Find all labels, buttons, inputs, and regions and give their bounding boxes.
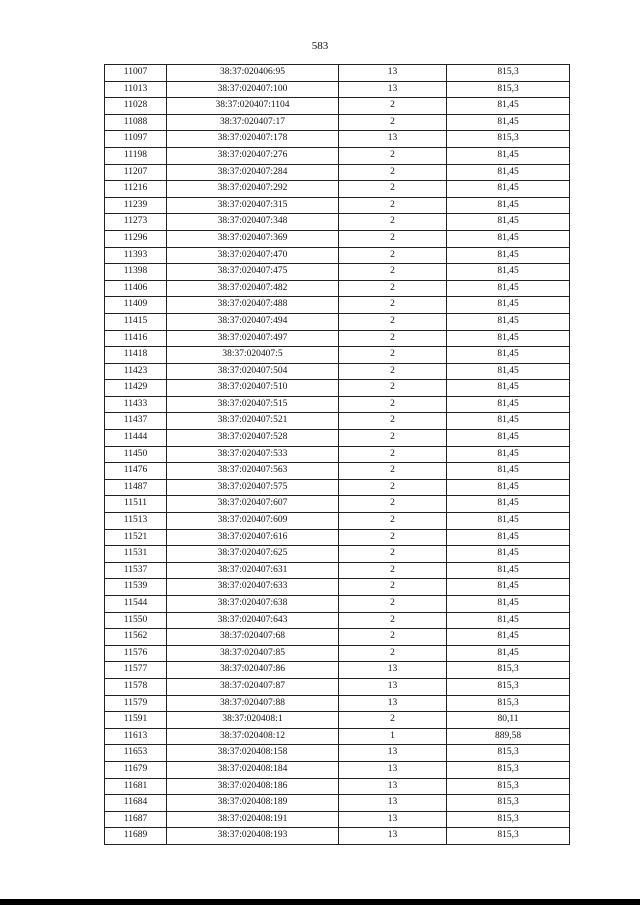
- cadastral-number-cell: 38:37:020407:348: [167, 214, 339, 231]
- value-cell: 81,45: [447, 496, 570, 513]
- cadastral-number-cell: 38:37:020407:85: [167, 645, 339, 662]
- category-cell: 2: [339, 645, 447, 662]
- value-cell: 81,45: [447, 330, 570, 347]
- category-cell: 13: [339, 745, 447, 762]
- table-row: [105, 529, 570, 546]
- cadastral-number-cell: 38:37:020408:1: [167, 712, 339, 729]
- row-number-cell: 11216: [105, 181, 167, 198]
- page-number: 583: [311, 40, 329, 52]
- value-cell: 815,3: [447, 811, 570, 828]
- category-cell: 2: [339, 147, 447, 164]
- category-cell: 13: [339, 811, 447, 828]
- row-number-cell: 11097: [105, 131, 167, 148]
- category-cell: 2: [339, 380, 447, 397]
- table-row: [105, 546, 570, 563]
- row-number-cell: 11687: [105, 811, 167, 828]
- row-number-cell: 11444: [105, 430, 167, 447]
- cadastral-number-cell: 38:37:020407:607: [167, 496, 339, 513]
- table-row: [105, 712, 570, 729]
- cadastral-number-cell: 38:37:020407:563: [167, 463, 339, 480]
- category-cell: 2: [339, 513, 447, 530]
- cadastral-number-cell: 38:37:020407:528: [167, 430, 339, 447]
- table-row: [105, 662, 570, 679]
- category-cell: 2: [339, 479, 447, 496]
- table-row: [105, 629, 570, 646]
- table-row: [105, 114, 570, 131]
- table-row: [105, 596, 570, 613]
- value-cell: 81,45: [447, 513, 570, 530]
- value-cell: 81,45: [447, 430, 570, 447]
- table-row: [105, 413, 570, 430]
- cadastral-number-cell: 38:37:020407:100: [167, 81, 339, 98]
- cadastral-number-cell: 38:37:020407:633: [167, 579, 339, 596]
- value-cell: 81,45: [447, 629, 570, 646]
- table-row: [105, 761, 570, 778]
- category-cell: 2: [339, 712, 447, 729]
- value-cell: 815,3: [447, 761, 570, 778]
- category-cell: 2: [339, 396, 447, 413]
- value-cell: 815,3: [447, 65, 570, 82]
- value-cell: 81,45: [447, 230, 570, 247]
- value-cell: 80,11: [447, 712, 570, 729]
- row-number-cell: 11537: [105, 562, 167, 579]
- cadastral-number-cell: 38:37:020407:88: [167, 695, 339, 712]
- table-row: [105, 330, 570, 347]
- row-number-cell: 11550: [105, 612, 167, 629]
- table-row: [105, 430, 570, 447]
- category-cell: 13: [339, 65, 447, 82]
- category-cell: 13: [339, 662, 447, 679]
- table-row: [105, 247, 570, 264]
- value-cell: 889,58: [447, 728, 570, 745]
- value-cell: 815,3: [447, 778, 570, 795]
- cadastral-number-cell: 38:37:020407:488: [167, 297, 339, 314]
- value-cell: 81,45: [447, 645, 570, 662]
- row-number-cell: 11418: [105, 347, 167, 364]
- category-cell: 2: [339, 579, 447, 596]
- category-cell: 2: [339, 264, 447, 281]
- table-row: [105, 562, 570, 579]
- table-row: [105, 81, 570, 98]
- row-number-cell: 11679: [105, 761, 167, 778]
- table-row: [105, 463, 570, 480]
- value-cell: 815,3: [447, 678, 570, 695]
- value-cell: 81,45: [447, 463, 570, 480]
- table-row: [105, 479, 570, 496]
- row-number-cell: 11239: [105, 197, 167, 214]
- value-cell: 815,3: [447, 131, 570, 148]
- value-cell: 81,45: [447, 297, 570, 314]
- value-cell: 81,45: [447, 562, 570, 579]
- row-number-cell: 11539: [105, 579, 167, 596]
- value-cell: 81,45: [447, 247, 570, 264]
- row-number-cell: 11513: [105, 513, 167, 530]
- value-cell: 81,45: [447, 98, 570, 115]
- category-cell: 2: [339, 546, 447, 563]
- category-cell: 2: [339, 98, 447, 115]
- cadastral-number-cell: 38:37:020407:515: [167, 396, 339, 413]
- table-row: [105, 795, 570, 812]
- row-number-cell: 11476: [105, 463, 167, 480]
- table-row: [105, 645, 570, 662]
- registry-table-body: [105, 65, 570, 845]
- value-cell: 81,45: [447, 396, 570, 413]
- value-cell: 815,3: [447, 745, 570, 762]
- category-cell: 2: [339, 413, 447, 430]
- category-cell: 2: [339, 313, 447, 330]
- table-row: [105, 513, 570, 530]
- value-cell: 81,45: [447, 479, 570, 496]
- scan-edge-bar: [0, 899, 640, 905]
- table-row: [105, 347, 570, 364]
- category-cell: 2: [339, 612, 447, 629]
- table-row: [105, 828, 570, 845]
- category-cell: 13: [339, 828, 447, 845]
- cadastral-number-cell: 38:37:020407:533: [167, 446, 339, 463]
- cadastral-number-cell: 38:37:020408:158: [167, 745, 339, 762]
- category-cell: 2: [339, 247, 447, 264]
- value-cell: 81,45: [447, 147, 570, 164]
- category-cell: 13: [339, 695, 447, 712]
- table-row: [105, 579, 570, 596]
- table-row: [105, 396, 570, 413]
- row-number-cell: 11511: [105, 496, 167, 513]
- category-cell: 2: [339, 629, 447, 646]
- table-row: [105, 164, 570, 181]
- value-cell: 815,3: [447, 828, 570, 845]
- value-cell: 81,45: [447, 181, 570, 198]
- row-number-cell: 11398: [105, 264, 167, 281]
- table-row: [105, 230, 570, 247]
- table-row: [105, 811, 570, 828]
- row-number-cell: 11296: [105, 230, 167, 247]
- value-cell: 815,3: [447, 662, 570, 679]
- cadastral-number-cell: 38:37:020407:475: [167, 264, 339, 281]
- value-cell: 815,3: [447, 795, 570, 812]
- value-cell: 815,3: [447, 695, 570, 712]
- category-cell: 2: [339, 181, 447, 198]
- cadastral-number-cell: 38:37:020407:284: [167, 164, 339, 181]
- value-cell: 81,45: [447, 529, 570, 546]
- table-row: [105, 695, 570, 712]
- row-number-cell: 11578: [105, 678, 167, 695]
- cadastral-number-cell: 38:37:020407:178: [167, 131, 339, 148]
- row-number-cell: 11579: [105, 695, 167, 712]
- category-cell: 2: [339, 562, 447, 579]
- row-number-cell: 11415: [105, 313, 167, 330]
- cadastral-number-cell: 38:37:020407:17: [167, 114, 339, 131]
- cadastral-number-cell: 38:37:020407:276: [167, 147, 339, 164]
- row-number-cell: 11577: [105, 662, 167, 679]
- cadastral-number-cell: 38:37:020407:643: [167, 612, 339, 629]
- table-row: [105, 678, 570, 695]
- cadastral-number-cell: 38:37:020407:575: [167, 479, 339, 496]
- cadastral-number-cell: 38:37:020408:189: [167, 795, 339, 812]
- row-number-cell: 11684: [105, 795, 167, 812]
- row-number-cell: 11437: [105, 413, 167, 430]
- table-row: [105, 197, 570, 214]
- value-cell: 81,45: [447, 612, 570, 629]
- value-cell: 81,45: [447, 164, 570, 181]
- cadastral-number-cell: 38:37:020408:186: [167, 778, 339, 795]
- table-row: [105, 65, 570, 82]
- category-cell: 2: [339, 529, 447, 546]
- cadastral-number-cell: 38:37:020407:631: [167, 562, 339, 579]
- row-number-cell: 11198: [105, 147, 167, 164]
- value-cell: 815,3: [447, 81, 570, 98]
- category-cell: 2: [339, 197, 447, 214]
- value-cell: 81,45: [447, 579, 570, 596]
- value-cell: 81,45: [447, 380, 570, 397]
- cadastral-number-cell: 38:37:020407:625: [167, 546, 339, 563]
- category-cell: 1: [339, 728, 447, 745]
- row-number-cell: 11393: [105, 247, 167, 264]
- row-number-cell: 11487: [105, 479, 167, 496]
- cadastral-number-cell: 38:37:020407:616: [167, 529, 339, 546]
- table-row: [105, 728, 570, 745]
- row-number-cell: 11433: [105, 396, 167, 413]
- category-cell: 13: [339, 81, 447, 98]
- row-number-cell: 11562: [105, 629, 167, 646]
- table-row: [105, 496, 570, 513]
- table-row: [105, 131, 570, 148]
- value-cell: 81,45: [447, 363, 570, 380]
- table-row: [105, 778, 570, 795]
- category-cell: 2: [339, 430, 447, 447]
- cadastral-number-cell: 38:37:020407:470: [167, 247, 339, 264]
- row-number-cell: 11406: [105, 280, 167, 297]
- table-row: [105, 363, 570, 380]
- table-row: [105, 181, 570, 198]
- value-cell: 81,45: [447, 413, 570, 430]
- table-row: [105, 147, 570, 164]
- category-cell: 13: [339, 131, 447, 148]
- category-cell: 2: [339, 363, 447, 380]
- registry-table: [104, 64, 570, 845]
- row-number-cell: 11429: [105, 380, 167, 397]
- row-number-cell: 11088: [105, 114, 167, 131]
- row-number-cell: 11013: [105, 81, 167, 98]
- value-cell: 81,45: [447, 313, 570, 330]
- cadastral-number-cell: 38:37:020406:95: [167, 65, 339, 82]
- row-number-cell: 11653: [105, 745, 167, 762]
- cadastral-number-cell: 38:37:020408:191: [167, 811, 339, 828]
- category-cell: 2: [339, 330, 447, 347]
- category-cell: 13: [339, 761, 447, 778]
- cadastral-number-cell: 38:37:020407:494: [167, 313, 339, 330]
- cadastral-number-cell: 38:37:020407:504: [167, 363, 339, 380]
- row-number-cell: 11681: [105, 778, 167, 795]
- cadastral-number-cell: 38:37:020408:193: [167, 828, 339, 845]
- cadastral-number-cell: 38:37:020407:638: [167, 596, 339, 613]
- row-number-cell: 11207: [105, 164, 167, 181]
- category-cell: 2: [339, 230, 447, 247]
- value-cell: 81,45: [447, 264, 570, 281]
- category-cell: 2: [339, 297, 447, 314]
- table-row: [105, 98, 570, 115]
- value-cell: 81,45: [447, 280, 570, 297]
- category-cell: 2: [339, 114, 447, 131]
- category-cell: 2: [339, 214, 447, 231]
- table-row: [105, 280, 570, 297]
- value-cell: 81,45: [447, 596, 570, 613]
- cadastral-number-cell: 38:37:020407:497: [167, 330, 339, 347]
- value-cell: 81,45: [447, 546, 570, 563]
- cadastral-number-cell: 38:37:020407:369: [167, 230, 339, 247]
- value-cell: 81,45: [447, 446, 570, 463]
- table-row: [105, 313, 570, 330]
- table-row: [105, 264, 570, 281]
- table-row: [105, 446, 570, 463]
- category-cell: 2: [339, 446, 447, 463]
- table-row: [105, 612, 570, 629]
- row-number-cell: 11416: [105, 330, 167, 347]
- table-row: [105, 214, 570, 231]
- row-number-cell: 11531: [105, 546, 167, 563]
- value-cell: 81,45: [447, 197, 570, 214]
- cadastral-number-cell: 38:37:020407:315: [167, 197, 339, 214]
- cadastral-number-cell: 38:37:020408:184: [167, 761, 339, 778]
- category-cell: 13: [339, 778, 447, 795]
- cadastral-number-cell: 38:37:020407:87: [167, 678, 339, 695]
- table-row: [105, 745, 570, 762]
- category-cell: 2: [339, 463, 447, 480]
- cadastral-number-cell: 38:37:020407:510: [167, 380, 339, 397]
- category-cell: 2: [339, 164, 447, 181]
- row-number-cell: 11409: [105, 297, 167, 314]
- value-cell: 81,45: [447, 347, 570, 364]
- cadastral-number-cell: 38:37:020407:1104: [167, 98, 339, 115]
- row-number-cell: 11576: [105, 645, 167, 662]
- row-number-cell: 11450: [105, 446, 167, 463]
- row-number-cell: 11028: [105, 98, 167, 115]
- category-cell: 2: [339, 596, 447, 613]
- row-number-cell: 11273: [105, 214, 167, 231]
- row-number-cell: 11007: [105, 65, 167, 82]
- table-row: [105, 297, 570, 314]
- table-row: [105, 380, 570, 397]
- cadastral-number-cell: 38:37:020407:5: [167, 347, 339, 364]
- category-cell: 2: [339, 347, 447, 364]
- cadastral-number-cell: 38:37:020407:482: [167, 280, 339, 297]
- category-cell: 13: [339, 795, 447, 812]
- row-number-cell: 11521: [105, 529, 167, 546]
- cadastral-number-cell: 38:37:020407:86: [167, 662, 339, 679]
- row-number-cell: 11689: [105, 828, 167, 845]
- row-number-cell: 11591: [105, 712, 167, 729]
- row-number-cell: 11544: [105, 596, 167, 613]
- cadastral-number-cell: 38:37:020407:68: [167, 629, 339, 646]
- cadastral-number-cell: 38:37:020408:12: [167, 728, 339, 745]
- cadastral-number-cell: 38:37:020407:521: [167, 413, 339, 430]
- cadastral-number-cell: 38:37:020407:292: [167, 181, 339, 198]
- value-cell: 81,45: [447, 114, 570, 131]
- row-number-cell: 11423: [105, 363, 167, 380]
- cadastral-number-cell: 38:37:020407:609: [167, 513, 339, 530]
- category-cell: 2: [339, 496, 447, 513]
- category-cell: 2: [339, 280, 447, 297]
- category-cell: 13: [339, 678, 447, 695]
- value-cell: 81,45: [447, 214, 570, 231]
- row-number-cell: 11613: [105, 728, 167, 745]
